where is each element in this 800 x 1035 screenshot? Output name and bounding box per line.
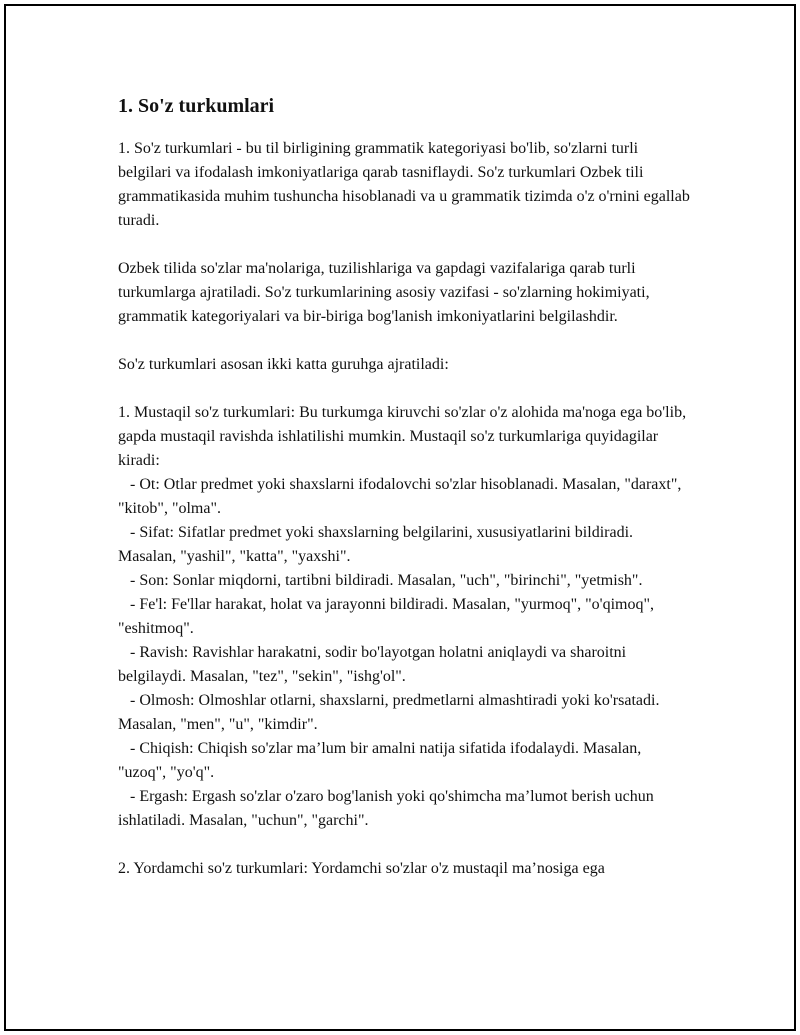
paragraph-groups: So'z turkumlari asosan ikki katta guruhga ajratiladi: xyxy=(118,356,449,373)
list-item-text: - Ergash: Ergash so'zlar o'zaro bog'lanish yoki qo'shimcha ma’lumot berish uchun ishlatiladi. Masalan, "uchun", "garchi". xyxy=(118,788,654,829)
list-item-son xyxy=(118,569,693,593)
document-body xyxy=(118,92,693,881)
list-item-ergash xyxy=(118,785,693,833)
list-item-text: - Ravish: Ravishlar harakatni, sodir bo'layotgan holatni aniqlaydi va sharoitni belgilaydi. Masalan, "tez", "sekin", "ishg'ol". xyxy=(118,644,627,685)
group-independent xyxy=(118,401,693,833)
list-item-ravish xyxy=(118,641,693,689)
list-item-text: - Sifat: Sifatlar predmet yoki shaxslarning belgilarini, xususiyatlarini bildiradi. Masalan, "yashil", "katta", "yaxshi". xyxy=(118,524,634,565)
list-item-ot xyxy=(118,473,693,521)
list-item-text: - Son: Sonlar miqdorni, tartibni bildiradi. Masalan, "uch", "birinchi", "yetmish". xyxy=(130,572,643,589)
list-item-text: - Fe'l: Fe'llar harakat, holat va jarayonni bildiradi. Masalan, "yurmoq", "o'qimoq", "eshitmoq". xyxy=(118,596,654,637)
list-item-chiqish xyxy=(118,737,693,785)
list-item-sifat xyxy=(118,521,693,569)
list-item-olmosh xyxy=(118,689,693,737)
paragraph-intro: 1. So'z turkumlari - bu til birligining grammatik kategoriyasi bo'lib, so'zlarni turli belgilari va ifodalash imkoniyatlariga qarab tasniflaydi. So'z turkumlari Ozbek tili grammatikasida muhim tushuncha hisoblanadi va u grammatik tizimda o'z o'rnini egallab turadi. xyxy=(118,140,690,229)
group-independent-intro: 1. Mustaqil so'z turkumlari: Bu turkumga kiruvchi so'zlar o'z alohida ma'noga ega bo'lib, gapda mustaqil ravishda ishlatilishi mumkin. Mustaqil so'z turkumlariga quyidagilar kiradi: xyxy=(118,404,687,469)
list-item-text: - Ot: Otlar predmet yoki shaxslarni ifodalovchi so'zlar hisoblanadi. Masalan, "daraxt", "kitob", "olma". xyxy=(118,476,682,517)
paragraph-classification: Ozbek tilida so'zlar ma'nolariga, tuzilishlariga va gapdagi vazifalariga qarab turli turkumlarga ajratiladi. So'z turkumlarining asosiy vazifasi - so'zlarning hokimiyati, grammatik kategoriyalari va bir-biriga bog'lanish imkoniyatlarini belgilashdir. xyxy=(118,260,650,325)
section-heading: 1. So'z turkumlari xyxy=(118,95,275,117)
group-auxiliary-intro: 2. Yordamchi so'z turkumlari: Yordamchi so'zlar o'z mustaqil ma’nosiga ega xyxy=(118,860,605,877)
list-item-text: - Olmosh: Olmoshlar otlarni, shaxslarni, predmetlarni almashtiradi yoki ko'rsatadi. Masalan, "men", "u", "kimdir". xyxy=(118,692,660,733)
list-item-text: - Chiqish: Chiqish so'zlar ma’lum bir amalni natija sifatida ifodalaydi. Masalan, "uzoq", "yo'q". xyxy=(118,740,642,781)
list-item-fel xyxy=(118,593,693,641)
